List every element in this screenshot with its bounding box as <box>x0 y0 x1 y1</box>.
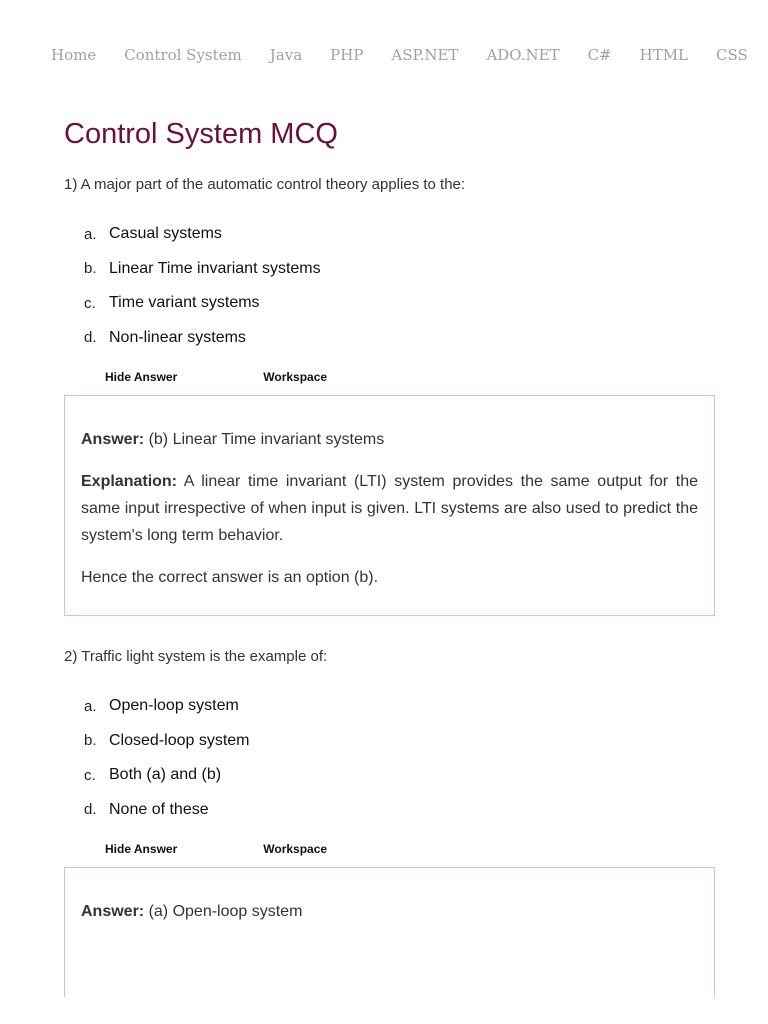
nav-link-home[interactable]: Home <box>51 46 97 64</box>
nav-link-java[interactable]: Java <box>269 46 303 64</box>
hide-answer-button[interactable]: Hide Answer <box>105 842 178 856</box>
answer-line <box>81 898 698 925</box>
question-text: 1) A major part of the automatic control theory applies to the: <box>64 176 466 193</box>
option-letter: b. <box>84 732 97 750</box>
answer-label: Answer: <box>81 903 145 920</box>
nav-link-php[interactable]: PHP <box>330 46 364 64</box>
nav-link-aspnet[interactable]: ASP.NET <box>391 46 459 64</box>
option-text: Non-linear systems <box>109 328 246 346</box>
answer-line <box>81 426 698 453</box>
option-d[interactable] <box>84 321 715 356</box>
option-letter: d. <box>84 801 97 819</box>
option-a[interactable] <box>84 689 715 724</box>
explanation <box>81 468 698 549</box>
question-2 <box>64 648 715 997</box>
option-text: Time variant systems <box>109 294 260 312</box>
option-text: Closed-loop system <box>109 731 250 749</box>
option-letter: d. <box>84 329 97 347</box>
answer-box <box>64 867 715 997</box>
option-b[interactable] <box>84 724 715 759</box>
option-a[interactable] <box>84 217 715 252</box>
option-d[interactable] <box>84 793 715 828</box>
nav-link-css[interactable]: CSS <box>716 46 748 64</box>
answer-actions <box>64 842 715 856</box>
options-list <box>64 217 715 355</box>
workspace-button[interactable]: Workspace <box>263 370 328 384</box>
explanation-text: A linear time invariant (LTI) system provides the same output for the same input irrespective of when input is given. LTI systems are also used to predict the system's long term behavior. <box>81 473 698 544</box>
answer-box <box>64 395 715 616</box>
option-letter: c. <box>84 294 96 312</box>
nav-link-csharp[interactable]: C# <box>587 46 612 64</box>
answer-actions <box>64 370 715 384</box>
options-list <box>64 689 715 827</box>
option-b[interactable] <box>84 252 715 287</box>
nav-link-html[interactable]: HTML <box>639 46 689 64</box>
option-c[interactable] <box>84 286 715 321</box>
option-letter: b. <box>84 260 97 278</box>
answer-text: (b) Linear Time invariant systems <box>144 431 385 448</box>
option-text: Linear Time invariant systems <box>109 259 321 277</box>
option-text: Both (a) and (b) <box>109 766 222 784</box>
option-letter: a. <box>84 225 97 243</box>
workspace-button[interactable]: Workspace <box>263 842 328 856</box>
nav-link-adonet[interactable]: ADO.NET <box>486 46 560 64</box>
question-text: 2) Traffic light system is the example of: <box>64 648 328 665</box>
top-navigation <box>51 46 748 64</box>
option-text: None of these <box>109 800 209 818</box>
nav-link-control-system[interactable]: Control System <box>124 46 242 64</box>
answer-label: Answer: <box>81 431 145 448</box>
option-letter: a. <box>84 697 97 715</box>
explanation-label: Explanation: <box>81 473 178 490</box>
option-text: Open-loop system <box>109 697 239 715</box>
option-text: Casual systems <box>109 225 222 243</box>
option-letter: c. <box>84 766 96 784</box>
option-c[interactable] <box>84 758 715 793</box>
question-1 <box>64 176 715 616</box>
hide-answer-button[interactable]: Hide Answer <box>105 370 178 384</box>
page-title: Control System MCQ <box>64 118 338 150</box>
answer-text: (a) Open-loop system <box>144 903 303 920</box>
conclusion-text: Hence the correct answer is an option (b). <box>81 569 379 586</box>
